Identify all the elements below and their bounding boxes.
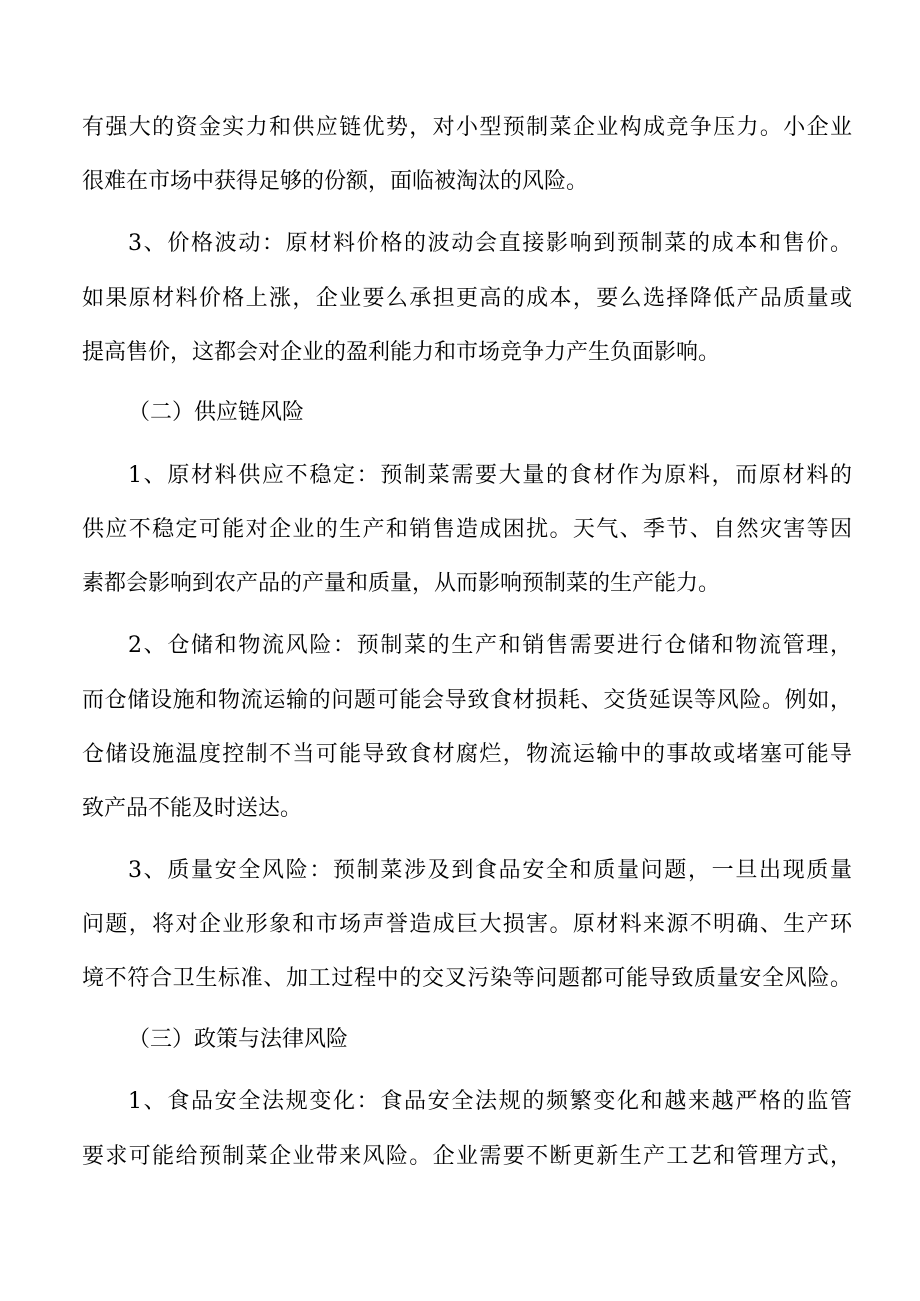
text-line: 很难在市场中获得足够的份额，面临被淘汰的风险。 (82, 169, 589, 194)
text-line: 供应不稳定可能对企业的生产和销售造成困扰。天气、季节、自然灾害等因 (82, 517, 852, 542)
text-line: 要求可能给预制菜企业带来风险。企业需要不断更新生产工艺和管理方式， (82, 1144, 852, 1169)
section-heading-policy-legal: （三）政策与法律风险 (128, 1027, 349, 1052)
text-line: 提高售价，这都会对企业的盈利能力和市场竞争力产生负面影响。 (82, 340, 721, 365)
text-line: 而仓储设施和物流运输的问题可能会导致食材损耗、交货延误等风险。例如， (82, 688, 852, 713)
text-line: 如果原材料价格上涨，企业要么承担更高的成本，要么选择降低产品质量或 (82, 286, 852, 311)
text-line: 境不符合卫生标准、加工过程中的交叉污染等问题都可能导致质量安全风险。 (82, 966, 852, 991)
text-line: 仓储设施温度控制不当可能导致食材腐烂，物流运输中的事故或堵塞可能导 (82, 742, 852, 767)
text-line: 有强大的资金实力和供应链优势，对小型预制菜企业构成竞争压力。小企业 (82, 115, 852, 140)
text-line: 3、价格波动：原材料价格的波动会直接影响到预制菜的成本和售价。 (128, 231, 852, 256)
text-line: 3、质量安全风险：预制菜涉及到食品安全和质量问题，一旦出现质量 (128, 858, 852, 883)
text-line: 2、仓储和物流风险：预制菜的生产和销售需要进行仓储和物流管理， (128, 633, 852, 658)
text-line: 1、原材料供应不稳定：预制菜需要大量的食材作为原料，而原材料的 (128, 463, 852, 488)
section-heading-supply-chain: （二）供应链风险 (128, 400, 305, 425)
text-line: 1、食品安全法规变化：食品安全法规的频繁变化和越来越严格的监管 (128, 1089, 852, 1114)
text-line: 素都会影响到农产品的产量和质量，从而影响预制菜的生产能力。 (82, 571, 721, 596)
text-line: 致产品不能及时送达。 (82, 796, 303, 821)
text-line: 问题，将对企业形象和市场声誉造成巨大损害。原材料来源不明确、生产环 (82, 912, 852, 937)
